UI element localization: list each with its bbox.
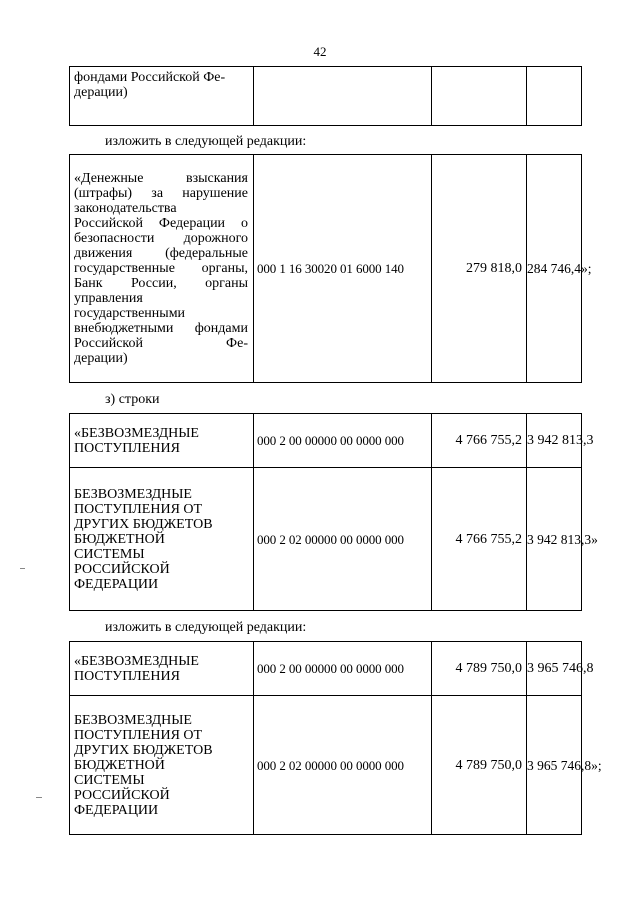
- paragraph-section: з) строки: [105, 392, 160, 407]
- amount-2016: 284 746,4»;: [527, 155, 582, 383]
- amount-2015: 4 789 750,0: [432, 642, 527, 696]
- description-line: «БЕЗВОЗМЕЗДНЫЕ: [74, 425, 199, 441]
- description-cell: [70, 155, 254, 383]
- budget-code: 000 2 02 00000 00 0000 000: [254, 468, 432, 611]
- table-row: [70, 67, 582, 126]
- description-line: ФЕДЕРАЦИИ: [74, 576, 159, 592]
- description-text: «Денежные взыскания (штрафы) за нарушение законодательства Российской Федерации о безопасности дорожного движения (федеральные государственные органы, Банк России, органы управления государственными внебюджетными фондами Российской Фе-: [74, 171, 248, 351]
- table-top: [69, 66, 582, 126]
- amount-2015: 4 766 755,2: [432, 468, 527, 611]
- description-line: БЕЗВОЗМЕЗДНЫЕ: [74, 712, 192, 728]
- table-row: [70, 155, 582, 383]
- table-new: [69, 641, 602, 835]
- description-line: ДРУГИХ БЮДЖЕТОВ: [74, 742, 213, 758]
- budget-code: 000 2 00 00000 00 0000 000: [254, 414, 432, 468]
- budget-code: 000 1 16 30020 01 6000 140: [254, 155, 432, 383]
- description-line: БЮДЖЕТНОЙ: [74, 531, 165, 547]
- description-line: ПОСТУПЛЕНИЯ ОТ: [74, 501, 203, 517]
- description-line: ДРУГИХ БЮДЖЕТОВ: [74, 516, 213, 532]
- table-old: [69, 413, 598, 611]
- code-cell: [254, 67, 432, 126]
- budget-code: 000 2 00 00000 00 0000 000: [254, 642, 432, 696]
- scan-mark: [36, 797, 42, 798]
- amount-2016: 3 942 813,3: [527, 414, 582, 468]
- budget-code: 000 2 02 00000 00 0000 000: [254, 696, 432, 835]
- table-row: [70, 468, 582, 611]
- description-line: ФЕДЕРАЦИИ: [74, 802, 159, 818]
- description-cell: [70, 67, 254, 126]
- table-penalty: [69, 154, 592, 383]
- description-text-end: дерации): [74, 351, 128, 366]
- description-cell: [70, 642, 254, 696]
- amount-2015: 4 789 750,0: [432, 696, 527, 835]
- value-cell: [432, 67, 527, 126]
- amount-2016: 3 942 813,3»: [527, 468, 582, 611]
- description-line: фондами Российской Фе-: [74, 70, 226, 85]
- paragraph-instruction: изложить в следующей редакции:: [105, 620, 307, 635]
- table-row: [70, 642, 582, 696]
- value-cell: [527, 67, 582, 126]
- scan-mark: [20, 568, 25, 569]
- description-line: ПОСТУПЛЕНИЯ: [74, 668, 180, 684]
- page-number: 42: [313, 44, 327, 59]
- table-row: [70, 696, 582, 835]
- description-cell: [70, 696, 254, 835]
- amount-2016: 3 965 746,8: [527, 642, 582, 696]
- description-line: СИСТЕМЫ: [74, 772, 145, 788]
- description-line: БЮДЖЕТНОЙ: [74, 757, 165, 773]
- description-cell: [70, 414, 254, 468]
- description-line: РОССИЙСКОЙ: [74, 787, 170, 803]
- description-line: РОССИЙСКОЙ: [74, 561, 170, 577]
- description-line: СИСТЕМЫ: [74, 546, 145, 562]
- amount-2015: 4 766 755,2: [432, 414, 527, 468]
- description-line: ПОСТУПЛЕНИЯ: [74, 440, 180, 456]
- amount-2016: 3 965 746,8»;: [527, 696, 582, 835]
- description-line: ПОСТУПЛЕНИЯ ОТ: [74, 727, 203, 743]
- description-line: «БЕЗВОЗМЕЗДНЫЕ: [74, 653, 199, 669]
- amount-2015: 279 818,0: [432, 155, 527, 383]
- table-row: [70, 414, 582, 468]
- paragraph-instruction: изложить в следующей редакции:: [105, 134, 307, 149]
- description-line: БЕЗВОЗМЕЗДНЫЕ: [74, 486, 192, 502]
- description-line: дерации): [74, 85, 128, 100]
- description-cell: [70, 468, 254, 611]
